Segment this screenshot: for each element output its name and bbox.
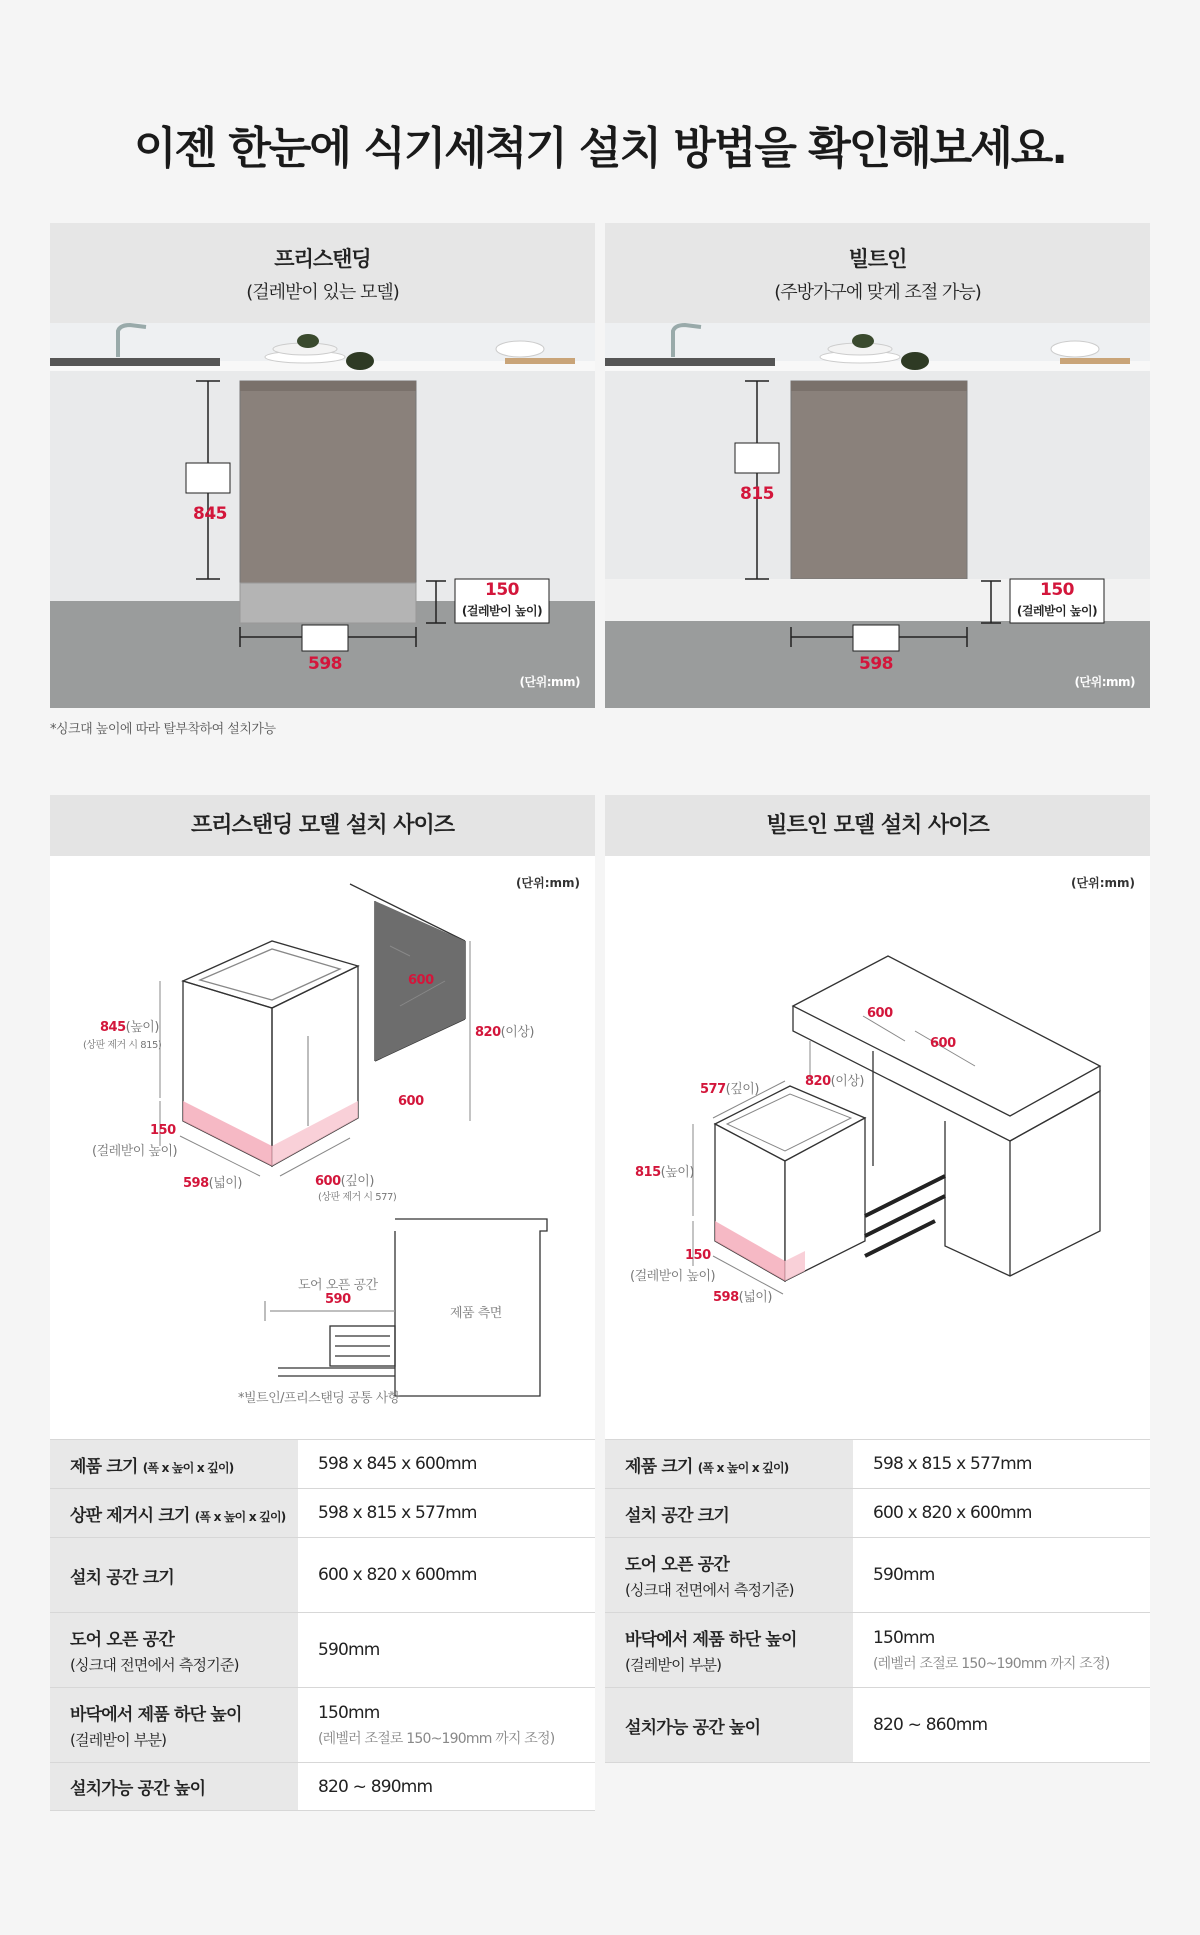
height-note: (상판 제거 시 815) xyxy=(83,1040,162,1051)
side-label: 제품 측면 xyxy=(450,1306,502,1321)
footnote: *싱크대 높이에 따라 탈부착하여 설치가능 xyxy=(50,722,276,737)
height-value: 815 xyxy=(740,484,774,504)
space-top-value: 600 xyxy=(408,973,434,988)
unit-label: (단위:mm) xyxy=(1071,876,1135,890)
section-heading: 프리스탠딩 모델 설치 사이즈 xyxy=(50,795,595,856)
panel-title: 프리스탠딩 xyxy=(274,247,371,271)
freestanding-photo-illustration xyxy=(50,323,595,708)
panel-subtitle: (걸레받이 있는 모델) xyxy=(246,282,399,303)
dishwasher-door xyxy=(791,381,967,579)
top-width-value: 600 xyxy=(867,1006,893,1021)
base-height-label: (걸레받이 높이) xyxy=(1016,604,1098,618)
panel-title: 빌트인 xyxy=(848,247,907,271)
table-row: 제품 크기 (폭 x 높이 x 깊이) 598 x 845 x 600mm xyxy=(50,1440,595,1489)
table-row: 바닥에서 제품 하단 높이 (걸레받이 부분) 150mm (레벨러 조절로 150~190mm 까지 조정) xyxy=(605,1613,1150,1688)
table-row: 설치가능 공간 높이 820 ~ 890mm xyxy=(50,1763,595,1811)
panel-header xyxy=(50,223,595,323)
base-label: (걸레받이 높이) xyxy=(92,1144,178,1159)
table-row: 도어 오픈 공간 (싱크대 전면에서 측정기준) 590mm xyxy=(605,1538,1150,1613)
panel-subtitle: (주방가구에 맞게 조절 가능) xyxy=(774,282,981,303)
width-value: 598 xyxy=(308,654,342,674)
space-height-label: 820(이상) xyxy=(475,1025,534,1040)
base-height-label: (걸레받이 높이) xyxy=(461,604,543,618)
builtin-photo-panel xyxy=(605,223,1150,708)
base-value: 150 xyxy=(685,1248,711,1263)
common-note: *빌트인/프리스탠딩 공통 사항 xyxy=(238,1391,400,1406)
height-label: 815(높이) xyxy=(635,1165,694,1180)
builtin-photo-illustration xyxy=(605,323,1150,708)
page-title: 이젠 한눈에 식기세척기 설치 방법을 확인해보세요. xyxy=(134,123,1066,174)
base-height-value: 150 xyxy=(485,580,519,600)
top-depth-value: 600 xyxy=(930,1036,956,1051)
freestanding-spec-table xyxy=(50,1439,595,1811)
base-label: (걸레받이 높이) xyxy=(630,1269,716,1284)
base-value: 150 xyxy=(150,1123,176,1138)
space-height-label: 820(이상) xyxy=(805,1074,864,1089)
builtin-size-section xyxy=(605,795,1150,1763)
depth-note: (상판 제거 시 577) xyxy=(318,1192,397,1203)
table-row: 설치 공간 크기 600 x 820 x 600mm xyxy=(605,1489,1150,1538)
section-heading: 빌트인 모델 설치 사이즈 xyxy=(605,795,1150,856)
dishwasher-door xyxy=(240,381,416,583)
door-open-label: 도어 오픈 공간 xyxy=(298,1278,378,1293)
freestanding-size-section xyxy=(50,795,595,1811)
table-row: 바닥에서 제품 하단 높이 (걸레받이 부분) 150mm (레벨러 조절로 150~190mm 까지 조정) xyxy=(50,1688,595,1763)
height-label: 845(높이) xyxy=(100,1020,159,1035)
freestanding-diagram xyxy=(50,856,595,1439)
unit-label: (단위:mm) xyxy=(516,876,580,890)
freestanding-photo-panel xyxy=(50,223,595,708)
builtin-line-drawing xyxy=(605,856,1150,1439)
builtin-diagram xyxy=(605,856,1150,1439)
width-label: 598(넓이) xyxy=(713,1290,772,1305)
table-row: 상판 제거시 크기 (폭 x 높이 x 깊이) 598 x 815 x 577mm xyxy=(50,1489,595,1538)
depth-label: 577(깊이) xyxy=(700,1082,759,1097)
width-label: 598(넓이) xyxy=(183,1176,242,1191)
table-row: 제품 크기 (폭 x 높이 x 깊이) 598 x 815 x 577mm xyxy=(605,1440,1150,1489)
door-open-value: 590 xyxy=(325,1292,351,1307)
table-row: 설치가능 공간 높이 820 ~ 860mm xyxy=(605,1688,1150,1763)
builtin-spec-table xyxy=(605,1439,1150,1763)
space-depth-value: 600 xyxy=(398,1094,424,1109)
unit-label: (단위:mm) xyxy=(1074,675,1135,689)
table-row: 설치 공간 크기 600 x 820 x 600mm xyxy=(50,1538,595,1613)
table-row: 도어 오픈 공간 (싱크대 전면에서 측정기준) 590mm xyxy=(50,1613,595,1688)
unit-label: (단위:mm) xyxy=(519,675,580,689)
base-height-value: 150 xyxy=(1040,580,1074,600)
width-value: 598 xyxy=(859,654,893,674)
panel-header xyxy=(605,223,1150,323)
depth-label: 600(깊이) xyxy=(315,1174,374,1189)
height-value: 845 xyxy=(193,504,227,524)
